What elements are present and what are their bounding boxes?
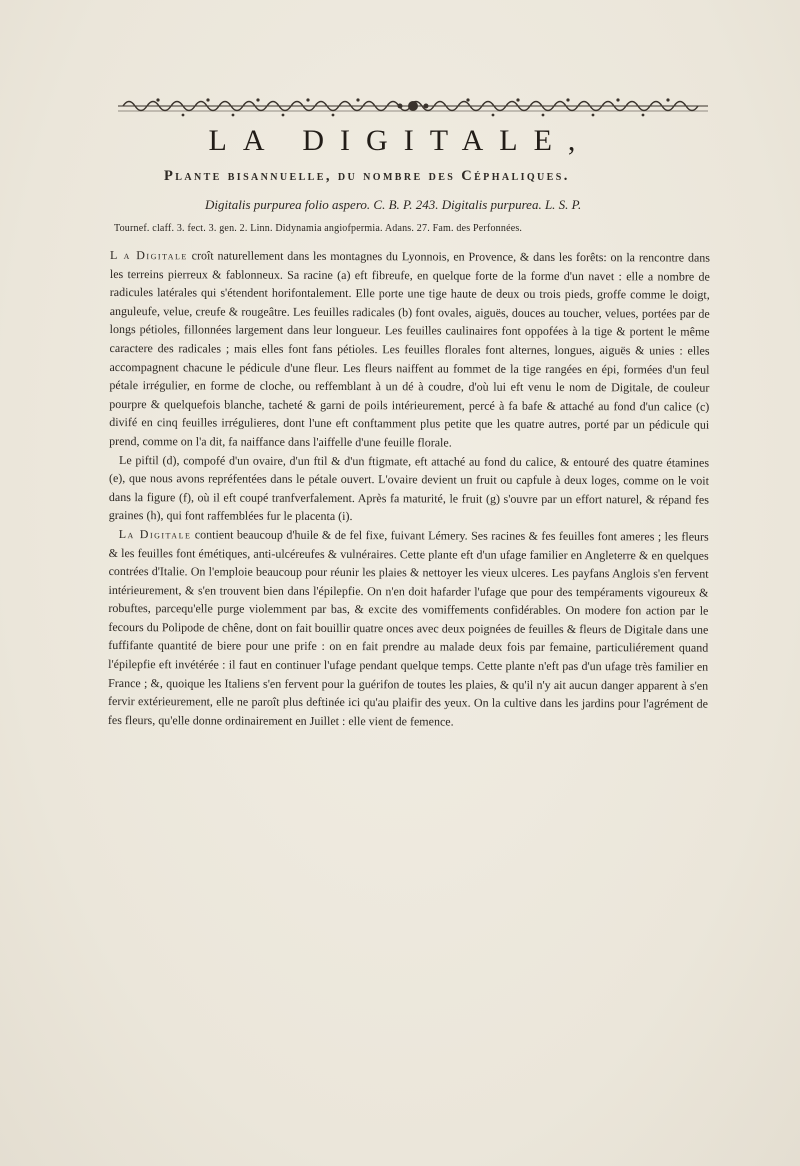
main-text [108,246,710,732]
decorative-ornament-band [118,94,708,120]
page-title: LA DIGITALE, [208,124,592,157]
paragraph-description [109,246,710,453]
paragraph-uses [108,525,709,732]
paragraph-pistil [109,451,709,528]
paragraph-text: croît naturellement dans les montagnes du Lyonnois, en Provence, & dans les forêts: on la rencontre dans les terreins pierreux & fablonneux. Sa racine (a) eft fibreufe, en quelque forte de la forme d'un navet : elle a nombre de radicules latérales qui s'étendent horifontalement. Elle porte une tige haute de deux ou trois pieds, groffe comme le doigt, anguleufe, velue, creufe & rougeâtre. Les feuilles radicales (b) font ovales, aiguës, douces au toucher, velues, portées par de longs pétioles, fillonnées largement dans leur longueur. Les feuilles caulinaires font oppofées à la tige & portent le même caractere des radicales ; mais elles font fans pétioles. Les feuilles florales font alternes, longues, aiguës & unies : elles accompagnent chacune le pédicule d'une fleur. Les fleurs naiffent au fommet de la tige rangées en épi, formées d'un feul pétale irrégulier, en forme de cloche, ou reffemblant à un dé à coudre, d'où lui eft venu le nom de Digitale, de couleur pourpre & quelquefois blanche, tacheté & garni de poils intérieurement, percé à fa bafe & attaché au fond d'un calice (c) divifé en cinq feuilles irrégulieres, dont l'une eft conftamment plus petite que les quatre autres, porté par un pédicule qui prend, comme on l'a dit, fa naiffance dans l'aiffelle d'une feuille florale. [109,248,711,450]
page-subtitle: Plante bisannuelle, du nombre des Céphaliques. [164,168,570,184]
classification-references: Tournef. claff. 3. fect. 3. gen. 2. Linn. Didynamia angiofpermia. Adans. 27. Fam. des Perfonnées. [114,223,523,234]
paragraph-lead: La Digitale [118,526,192,542]
paragraph-lead: L a Digitale [109,247,188,263]
botanical-synonym: Digitalis purpurea folio aspero. C. B. P. 243. Digitalis purpurea. L. S. P. [205,197,582,212]
paragraph-text: contient beaucoup d'huile & de fel fixe, fuivant Lémery. Ses racines & fes feuilles font ameres ; les fleurs & les feuilles font émétiques, anti-ulcéreufes & vulnéraires. Cette plante eft d'un ufage familier en Angleterre & en quelques contrées d'Italie. On l'emploie beaucoup pour réunir les plaies & nettoyer les vieux ulceres. Les payfans Anglois s'en fervent intérieurement, & s'en trouvent bien dans l'épilepfie. On n'en doit hafarder l'ufage que pour des tempéraments vigoureux & robuftes, parcequ'elle purge violemment par bas, & excite des vomiffements confidérables. On modere fon action par le fecours du Polipode de chêne, dont on fait bouillir quatre onces avec deux poignées de feuilles & fleurs de Digitale dans une fuffifante quantité de biere pour une prife : on en fait prendre au malade deux fois par femaine, particuliérement quand l'épilepfie eft invétérée : il faut en continuer l'ufage pendant quelque temps. Cette plante n'eft pas d'un ufage très familier en France ; &, quoique les Italiens s'en fervent pour la guérifon de toutes les plaies, & qu'il n'y ait aucun danger apparent à s'en fervir extérieurement, elle ne paroît plus deftinée ici qu'au plaifir des yeux. On la cultive dans les jardins pour l'agrément de fes fleurs, qu'elle donne ordinairement en Juillet : elle vient de femence. [107,527,709,729]
paragraph-text: Le piftil (d), compofé d'un ovaire, d'un ftil & d'un ftigmate, eft attaché au fond du calice, & entouré des quatre étamines (e), que nous avons repréfentées dans le pétale ouvert. L'ovaire devient un fruit ou capfule à deux loges, comme on le voit dans la figure (f), où il eft coupé tranfverfalement. Après fa maturité, le fruit (g) s'ouvre par un effort naturel, & répand fes graines (h), qui font raffemblées fur le placenta (i). [108,452,710,524]
